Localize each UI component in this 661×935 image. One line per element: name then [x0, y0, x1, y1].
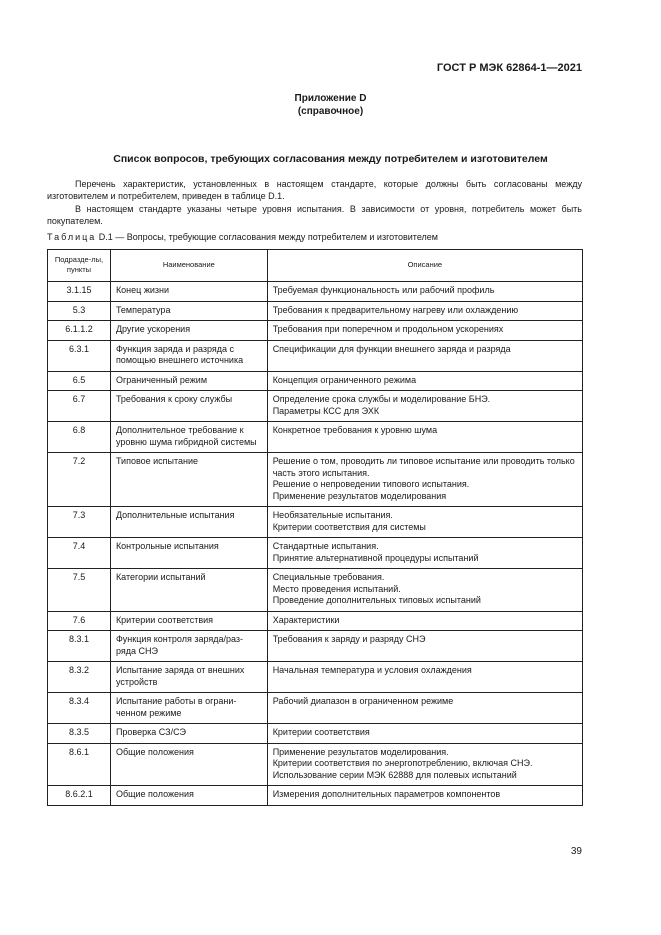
page-number: 39 [570, 846, 582, 857]
cell-clause: 8.3.4 [48, 693, 111, 724]
cell-clause: 8.3.2 [48, 662, 111, 693]
table-row [48, 422, 583, 453]
cell-clause: 3.1.15 [48, 282, 111, 302]
cell-name: Контрольные испытания [110, 538, 267, 569]
cell-name: Требования к сроку службы [110, 391, 267, 422]
cell-description: Требования к заряду и разряду СНЭ [267, 631, 582, 662]
cell-name: Критерии соответствия [110, 611, 267, 631]
table-row [48, 507, 583, 538]
table-row [48, 282, 583, 302]
cell-description: Спецификации для функции внешнего заряда и разряда [267, 340, 582, 371]
cell-description: Конкретное требования к уровню шума [267, 422, 582, 453]
cell-name: Конец жизни [110, 282, 267, 302]
cell-name: Дополнительное требование к уровню шума гибридной системы [110, 422, 267, 453]
cell-name: Температура [110, 301, 267, 321]
cell-name: Категории испытаний [110, 569, 267, 612]
header-description: Описание [267, 250, 582, 282]
cell-name: Дополнительные испытания [110, 507, 267, 538]
table-row [48, 391, 583, 422]
cell-description: Концепция ограниченного режима [267, 371, 582, 391]
cell-name: Проверка СЗ/СЭ [110, 724, 267, 744]
table-row [48, 321, 583, 341]
table-row [48, 693, 583, 724]
cell-clause: 6.1.1.2 [48, 321, 111, 341]
cell-name: Испытание заряда от внешних устройств [110, 662, 267, 693]
table-row [48, 301, 583, 321]
cell-name: Общие положения [110, 743, 267, 786]
header-name: Наименование [110, 250, 267, 282]
requirements-table [47, 249, 583, 806]
cell-clause: 7.4 [48, 538, 111, 569]
cell-name: Другие ускорения [110, 321, 267, 341]
annex-note: (справочное) [297, 106, 364, 117]
cell-clause: 5.3 [48, 301, 111, 321]
table-caption-label: Таблица [47, 232, 97, 242]
table-row [48, 724, 583, 744]
cell-description: Характеристики [267, 611, 582, 631]
cell-clause: 6.8 [48, 422, 111, 453]
table-caption [47, 232, 438, 242]
cell-description: Рабочий диапазон в ограниченном режиме [267, 693, 582, 724]
cell-name: Испытание работы в ограни-ченном режиме [110, 693, 267, 724]
cell-description: Начальная температура и условия охлаждения [267, 662, 582, 693]
cell-description: Требуемая функциональность или рабочий профиль [267, 282, 582, 302]
cell-name: Функция заряда и разряда с помощью внешнего источника [110, 340, 267, 371]
cell-description: Критерии соответствия [267, 724, 582, 744]
cell-name: Общие положения [110, 786, 267, 806]
table-row [48, 538, 583, 569]
cell-description: Требования при поперечном и продольном ускорениях [267, 321, 582, 341]
cell-description: Необязательные испытания. Критерии соответствия для системы [267, 507, 582, 538]
cell-description: Измерения дополнительных параметров компонентов [267, 786, 582, 806]
paragraph-2: В настоящем стандарте указаны четыре уровня испытания. В зависимости от уровня, потребитель может быть покупателем. [47, 204, 582, 226]
table-row [48, 611, 583, 631]
document-header: ГОСТ Р МЭК 62864-1—2021 [436, 62, 582, 74]
cell-name: Ограниченный режим [110, 371, 267, 391]
table-row [48, 453, 583, 507]
cell-description: Решение о том, проводить ли типовое испытание или проводить только часть этого испытания. Решение о непроведении типового испытания. Применение результатов моделирования [267, 453, 582, 507]
cell-clause: 8.6.1 [48, 743, 111, 786]
header-clause: Подразде-лы, пункты [48, 250, 111, 282]
table-row [48, 662, 583, 693]
table-row [48, 743, 583, 786]
cell-clause: 6.5 [48, 371, 111, 391]
table-row [48, 569, 583, 612]
cell-clause: 7.2 [48, 453, 111, 507]
table-row [48, 631, 583, 662]
cell-name: Типовое испытание [110, 453, 267, 507]
cell-description: Применение результатов моделирования. Критерии соответствия по энергопотреблению, включая СНЭ. Использование серии МЭК 62888 для полевых испытаний [267, 743, 582, 786]
table-row [48, 371, 583, 391]
cell-clause: 7.5 [48, 569, 111, 612]
cell-clause: 8.3.5 [48, 724, 111, 744]
cell-clause: 8.3.1 [48, 631, 111, 662]
cell-clause: 6.7 [48, 391, 111, 422]
cell-clause: 7.3 [48, 507, 111, 538]
table-header-row [48, 250, 583, 282]
table-row [48, 340, 583, 371]
table-caption-text: D.1 — Вопросы, требующие согласования между потребителем и изготовителем [96, 232, 438, 242]
table-row [48, 786, 583, 806]
cell-description: Требования к предварительному нагреву или охлаждению [267, 301, 582, 321]
cell-clause: 7.6 [48, 611, 111, 631]
annex-title: Приложение D [294, 93, 367, 104]
cell-clause: 6.3.1 [48, 340, 111, 371]
cell-description: Стандартные испытания. Принятие альтернативной процедуры испытаний [267, 538, 582, 569]
cell-name: Функция контроля заряда/раз-ряда СНЭ [110, 631, 267, 662]
cell-description: Специальные требования. Место проведения испытаний. Проведение дополнительных типовых испытаний [267, 569, 582, 612]
paragraph-1: Перечень характеристик, установленных в настоящем стандарте, которые должны быть согласованы между изготовителем и потребителем, приведен в таблице D.1. [47, 179, 582, 201]
annex-heading [0, 92, 661, 118]
section-title: Список вопросов, требующих согласования между потребителем и изготовителем [113, 153, 548, 165]
cell-clause: 8.6.2.1 [48, 786, 111, 806]
cell-description: Определение срока службы и моделирование БНЭ. Параметры КСС для ЭХК [267, 391, 582, 422]
